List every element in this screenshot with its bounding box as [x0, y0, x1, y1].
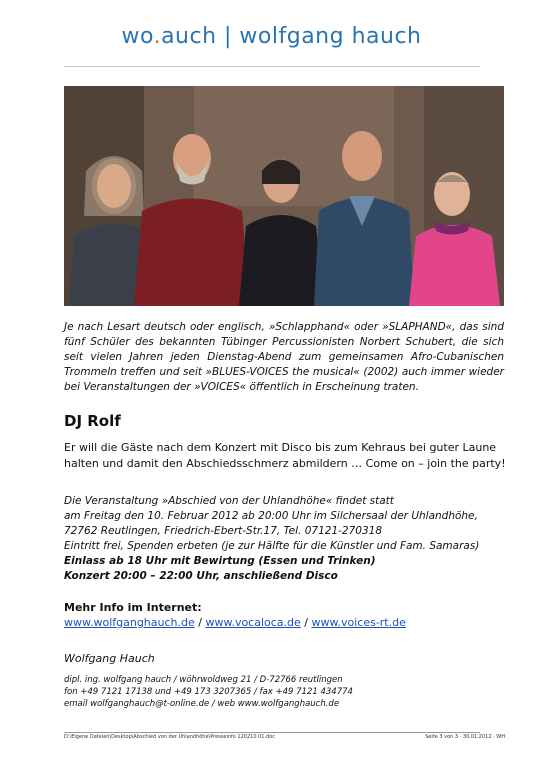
link-wolfganghauch[interactable]: www.wolfganghauch.de [64, 616, 195, 629]
more-info [64, 600, 504, 630]
footer-page-info: Seite 3 von 3 · 30.01.2012 · WH [425, 734, 505, 740]
contact-address [64, 674, 504, 710]
event-line-6: Konzert 20:00 – 22:00 Uhr, anschließend Disco [64, 570, 338, 582]
link-separator: / [194, 616, 206, 629]
dj-heading: DJ Rolf [64, 412, 121, 430]
event-line-4: Eintritt frei, Spenden erbeten (je zur Hälfte für die Künstler und Fam. Samaras) [64, 540, 480, 552]
more-info-title: Mehr Info im Internet: [64, 601, 202, 614]
event-line-5: Einlass ab 18 Uhr mit Bewirtung (Essen und Trinken) [64, 555, 376, 567]
event-line-2: am Freitag den 10. Februar 2012 ab 20:00 Uhr im Silchersaal der Uhlandhöhe, [64, 510, 478, 522]
link-separator: / [300, 616, 312, 629]
address-line-3: email wolfganghauch@t-online.de / web www.wolfganghauch.de [64, 699, 340, 709]
group-photo [64, 86, 504, 306]
brand-dot: . [153, 24, 162, 49]
brand-main: wo [121, 24, 154, 49]
group-photo-illustration [64, 86, 504, 306]
brand-rest: auch | wolfgang hauch [161, 24, 422, 49]
footer-divider [64, 732, 480, 733]
address-line-2: fon +49 7121 17138 und +49 173 3207365 / fax +49 7121 434774 [64, 687, 353, 697]
link-vocaloca[interactable]: www.vocaloca.de [205, 616, 301, 629]
header-title [0, 24, 543, 49]
event-info [64, 494, 504, 584]
footer-file-path: D:\Eigene Dateien\Desktop\Abschied von der Uhlandhöhe\Presseinfo 120210.01.doc [64, 734, 276, 740]
address-line-1: dipl. ing. wolfgang hauch / wöhrwoldweg 21 / D-72766 reutlingen [64, 675, 343, 685]
event-line-1: Die Veranstaltung »Abschied von der Uhlandhöhe« findet statt [64, 495, 394, 507]
header-divider [64, 66, 480, 67]
link-voices-rt[interactable]: www.voices-rt.de [311, 616, 406, 629]
more-info-links [64, 615, 504, 630]
event-line-3: 72762 Reutlingen, Friedrich-Ebert-Str.17, Tel. 07121-270318 [64, 525, 382, 537]
dj-text: Er will die Gäste nach dem Konzert mit Disco bis zum Kehraus bei guter Laune halten und damit den Abschiedsschmerz abmildern … Come on – join the party! [64, 441, 506, 470]
author-name: Wolfgang Hauch [64, 652, 155, 665]
photo-caption: Je nach Lesart deutsch oder englisch, »Schlapphand« oder »SLAPHAND«, das sind fünf Schüler des bekannten Tübinger Percussionisten Norbert Schubert, die sich seit vielen Jahren jeden Dienstag-Abend zum gemeinsamen Afro-Cubanischen Trommeln treffen und seit »BLUES-VOICES the musical« (2002) auch immer wieder bei Veranstaltungen der »VOICES« öffentlich in Erscheinung traten. [64, 321, 504, 393]
